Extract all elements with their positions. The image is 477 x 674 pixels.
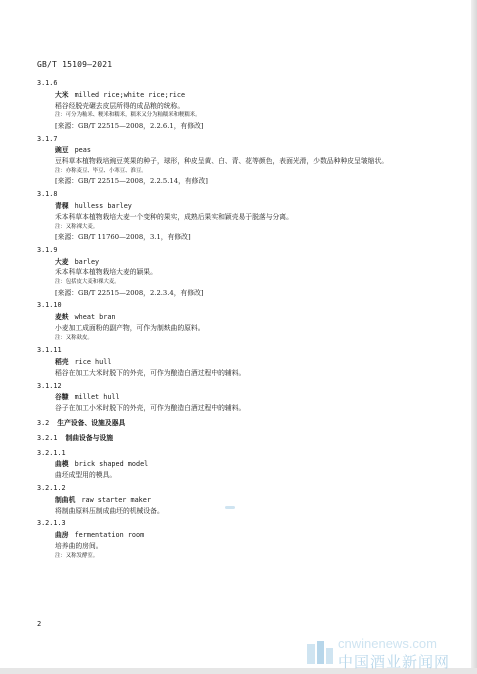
entry-body xyxy=(37,147,447,185)
term-definition: 稻谷在加工大米时脱下的外壳，可作为酿造白酒过程中的辅料。 xyxy=(55,368,246,377)
entry-number: 3.1.9 xyxy=(37,245,58,254)
term-source: [来源：GB/T 22515—2008，2.2.5.14，有修改] xyxy=(55,177,208,186)
term-note: 注：可分为籼米、粳米和糯米，糯米又分为籼糯米和粳糯米。 xyxy=(55,112,201,119)
term-chinese: 谷糠 xyxy=(55,393,69,402)
entry-number: 3.2.1.3 xyxy=(37,519,66,528)
entry-list-3-1 xyxy=(37,80,447,412)
term-line xyxy=(55,259,447,266)
entry-body xyxy=(37,359,447,377)
entry-list-3-2-1 xyxy=(37,450,447,560)
term-definition: 小麦加工成面粉的副产物，可作为制麸曲的原料。 xyxy=(55,323,205,332)
term-entry xyxy=(37,247,447,297)
section-number: 3.2.1 xyxy=(37,433,58,442)
term-note: 注：又称发酵室。 xyxy=(55,552,99,559)
term-line xyxy=(55,497,447,504)
term-chinese: 稻壳 xyxy=(55,357,69,366)
term-source: [来源：GB/T 22515—2008，2.2.3.4，有修改] xyxy=(55,288,204,297)
term-line xyxy=(55,394,447,401)
term-entry xyxy=(37,520,447,559)
term-entry xyxy=(37,302,447,341)
term-chinese: 麦麸 xyxy=(55,313,69,322)
term-chinese: 青稞 xyxy=(55,201,69,210)
term-definition: 曲坯成型用的模具。 xyxy=(55,471,117,480)
document-body xyxy=(37,80,447,565)
page-edge-right xyxy=(471,0,477,674)
entry-body xyxy=(37,497,447,515)
term-definition: 稻谷经脱壳碾去皮层所得的成品粮的统称。 xyxy=(55,101,185,110)
entry-body xyxy=(37,92,447,130)
term-definition: 将制曲原料压制成曲坯的机械设备。 xyxy=(55,506,164,515)
term-english: raw starter maker xyxy=(81,495,151,504)
term-definition: 禾本科草本植物栽培大麦一个变种的果实，成熟后果实和颖壳易于脱落与分离。 xyxy=(55,212,293,221)
term-line xyxy=(55,147,447,154)
section-heading-3-2-1 xyxy=(37,435,447,442)
scan-speck xyxy=(225,506,235,509)
section-number: 3.2 xyxy=(37,418,50,427)
term-entry xyxy=(37,485,447,514)
term-note: 注：包括皮大麦和裸大麦。 xyxy=(55,279,120,286)
term-definition: 培养曲的房间。 xyxy=(55,541,103,550)
term-entry xyxy=(37,347,447,376)
term-chinese: 豌豆 xyxy=(55,146,69,155)
term-english: wheat bran xyxy=(74,313,116,322)
term-english: millet hull xyxy=(74,393,120,402)
term-entry xyxy=(37,450,447,479)
term-chinese: 曲房 xyxy=(55,531,69,540)
standard-id-header: GB/T 15109—2021 xyxy=(37,60,113,69)
entry-body xyxy=(37,259,447,297)
term-source: [来源：GB/T 11760—2008，3.1，有修改] xyxy=(55,232,191,241)
section-title: 制曲设备与设施 xyxy=(65,433,114,442)
entry-number: 3.1.6 xyxy=(37,79,58,87)
term-line xyxy=(55,461,447,468)
watermark-url: cnwinenews.com xyxy=(338,636,437,651)
term-english: rice hull xyxy=(74,357,112,366)
term-note: 注：又称裸大麦。 xyxy=(55,223,99,230)
term-english: barley xyxy=(74,257,100,266)
entry-body xyxy=(37,394,447,412)
term-entry xyxy=(37,80,447,130)
term-english: peas xyxy=(74,146,91,155)
term-note: 注：亦称麦豆、毕豆、小寒豆、淮豆。 xyxy=(55,167,147,174)
term-definition: 禾本科草本植物栽培大麦的颖果。 xyxy=(55,268,157,277)
entry-number: 3.1.8 xyxy=(37,190,58,199)
term-line xyxy=(55,532,447,539)
term-line xyxy=(55,92,447,99)
entry-body xyxy=(37,461,447,479)
entry-number: 3.1.10 xyxy=(37,301,62,310)
term-chinese: 曲模 xyxy=(55,460,69,469)
term-definition: 豆科草本植物栽培豌豆荚果的种子，球形，种皮呈黄、白、青、花等颜色，表面光滑，少数品种种皮呈皱缩状。 xyxy=(55,157,389,166)
entry-body xyxy=(37,314,447,341)
term-definition: 谷子在加工小米时脱下的外壳，可作为酿造白酒过程中的辅料。 xyxy=(55,404,246,413)
section-title: 生产设备、设施及器具 xyxy=(57,418,126,427)
term-english: milled rice;white rice;rice xyxy=(74,90,186,99)
entry-body xyxy=(37,532,447,559)
entry-number: 3.2.1.1 xyxy=(37,448,66,457)
term-entry xyxy=(37,191,447,241)
term-english: fermentation room xyxy=(74,531,145,540)
entry-number: 3.2.1.2 xyxy=(37,483,66,492)
term-entry xyxy=(37,383,447,412)
entry-number: 3.1.11 xyxy=(37,346,62,355)
entry-number: 3.1.7 xyxy=(37,134,58,143)
entry-number: 3.1.12 xyxy=(37,381,62,390)
watermark xyxy=(306,636,471,670)
term-source: [来源：GB/T 22515—2008，2.2.6.1，有修改] xyxy=(55,121,204,130)
term-line xyxy=(55,314,447,321)
term-entry xyxy=(37,136,447,186)
term-line xyxy=(55,203,447,210)
term-chinese: 制曲机 xyxy=(55,495,76,504)
watermark-site-name: 中国酒业新闻网 xyxy=(338,654,451,671)
term-chinese: 大麦 xyxy=(55,257,69,266)
term-note: 注：又称麸皮。 xyxy=(55,334,93,341)
term-english: hulless barley xyxy=(74,201,132,210)
watermark-logo-icon xyxy=(306,640,334,666)
term-chinese: 大米 xyxy=(55,90,69,99)
term-english: brick shaped model xyxy=(74,460,149,469)
section-heading-3-2 xyxy=(37,420,447,427)
page-number: 2 xyxy=(37,620,42,628)
entry-body xyxy=(37,203,447,241)
term-line xyxy=(55,359,447,366)
